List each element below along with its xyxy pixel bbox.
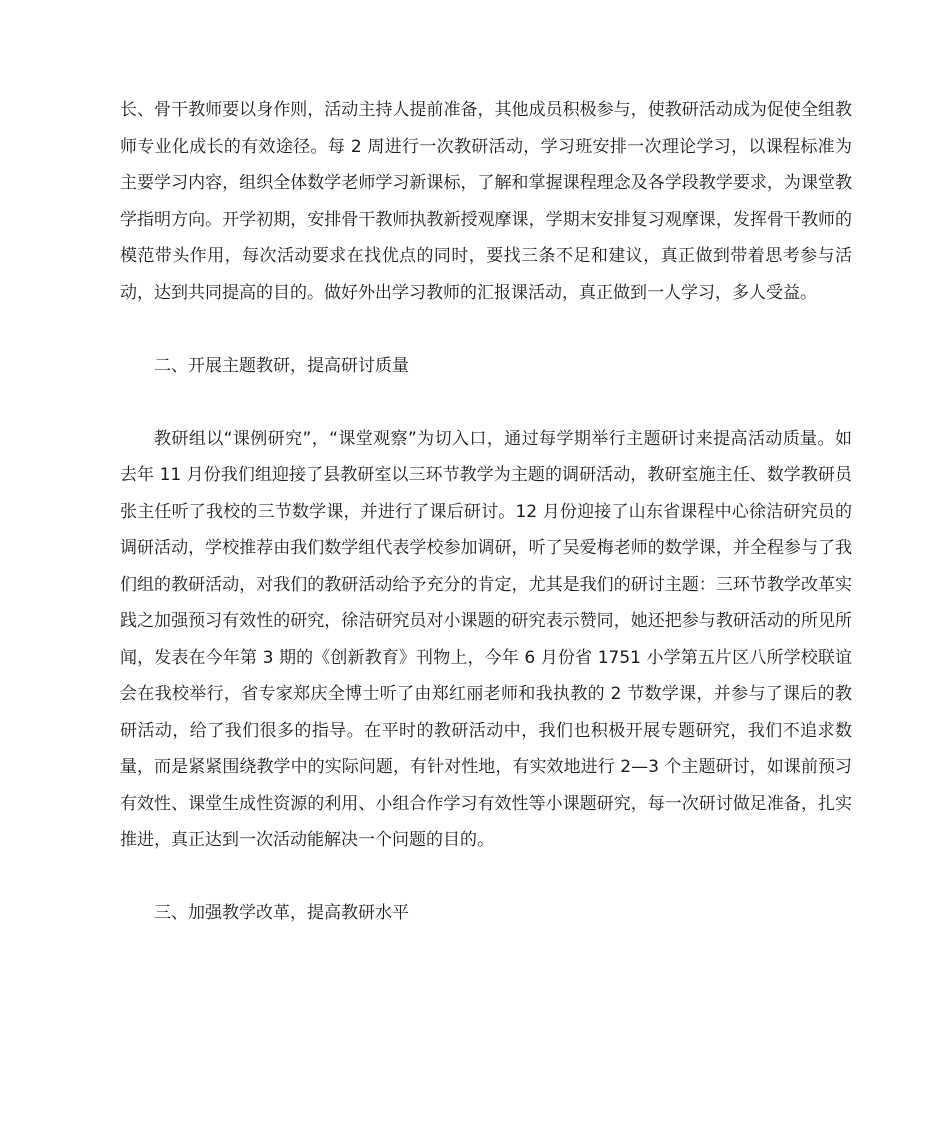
section-heading-2: 二、开展主题教研，提高研讨质量 [154, 355, 409, 376]
section-heading-3: 三、加强教学改革，提高教研水平 [154, 903, 409, 923]
paragraph-spacer [120, 384, 852, 421]
paragraph-spacer [120, 311, 852, 348]
document-body [120, 92, 852, 932]
paragraph-continuation: 长、骨干教师要以身作则，活动主持人提前准备，其他成员积极参与，使教研活动成为促使全组教师专业化成长的有效途径。每 2 周进行一次教研活动，学习班安排一次理论学习，以课程标准为主要学习内容，组织全体数学老师学习新课标，了解和掌握课程理念及各学段教学要求，为课堂教学指明方向。开学初期，安排骨干教师执教新授观摩课，学期末安排复习观摩课，发挥骨干教师的模范带头作用，每次活动要求在找优点的同时，要找三条不足和建议，真正做到带着思考参与活动，达到共同提高的目的。做好外出学习教师的汇报课活动，真正做到一人学习，多人受益。 [120, 100, 852, 303]
paragraph-spacer [120, 859, 852, 896]
paragraph-section-2: 教研组以“课例研究”，“课堂观察”为切入口，通过每学期举行主题研讨来提高活动质量。如去年 11 月份我们组迎接了县教研室以三环节教学为主题的调研活动，教研室施主任、数学教研员张主任听了我校的三节数学课，并进行了课后研讨。12 月份迎接了山东省课程中心徐洁研究员的调研活动，学校推荐由我们数学组代表学校参加调研，听了吴爱梅老师的数学课，并全程参与了我们组的教研活动，对我们的教研活动给予充分的肯定，尤其是我们的研讨主题：三环节教学改革实践之加强预习有效性的研究，徐洁研究员对小课题的研究表示赞同，她还把参与教研活动的所见所闻，发表在今年第 3 期的《创新教育》刊物上，今年 6 月份省 1751 小学第五片区八所学校联谊会在我校举行，省专家郑庆全博士听了由郑红丽老师和我执教的 2 节数学课，并参与了课后的教研活动，给了我们很多的指导。在平时的教研活动中，我们也积极开展专题研究，我们不追求数量，而是紧紧围绕教学中的实际问题，有针对性地，有实效地进行 2—3 个主题研讨，如课前预习有效性、课堂生成性资源的利用、小组合作学习有效性等小课题研究，每一次研讨做足准备，扎实推进，真正达到一次活动能解决一个问题的目的。 [120, 428, 852, 850]
